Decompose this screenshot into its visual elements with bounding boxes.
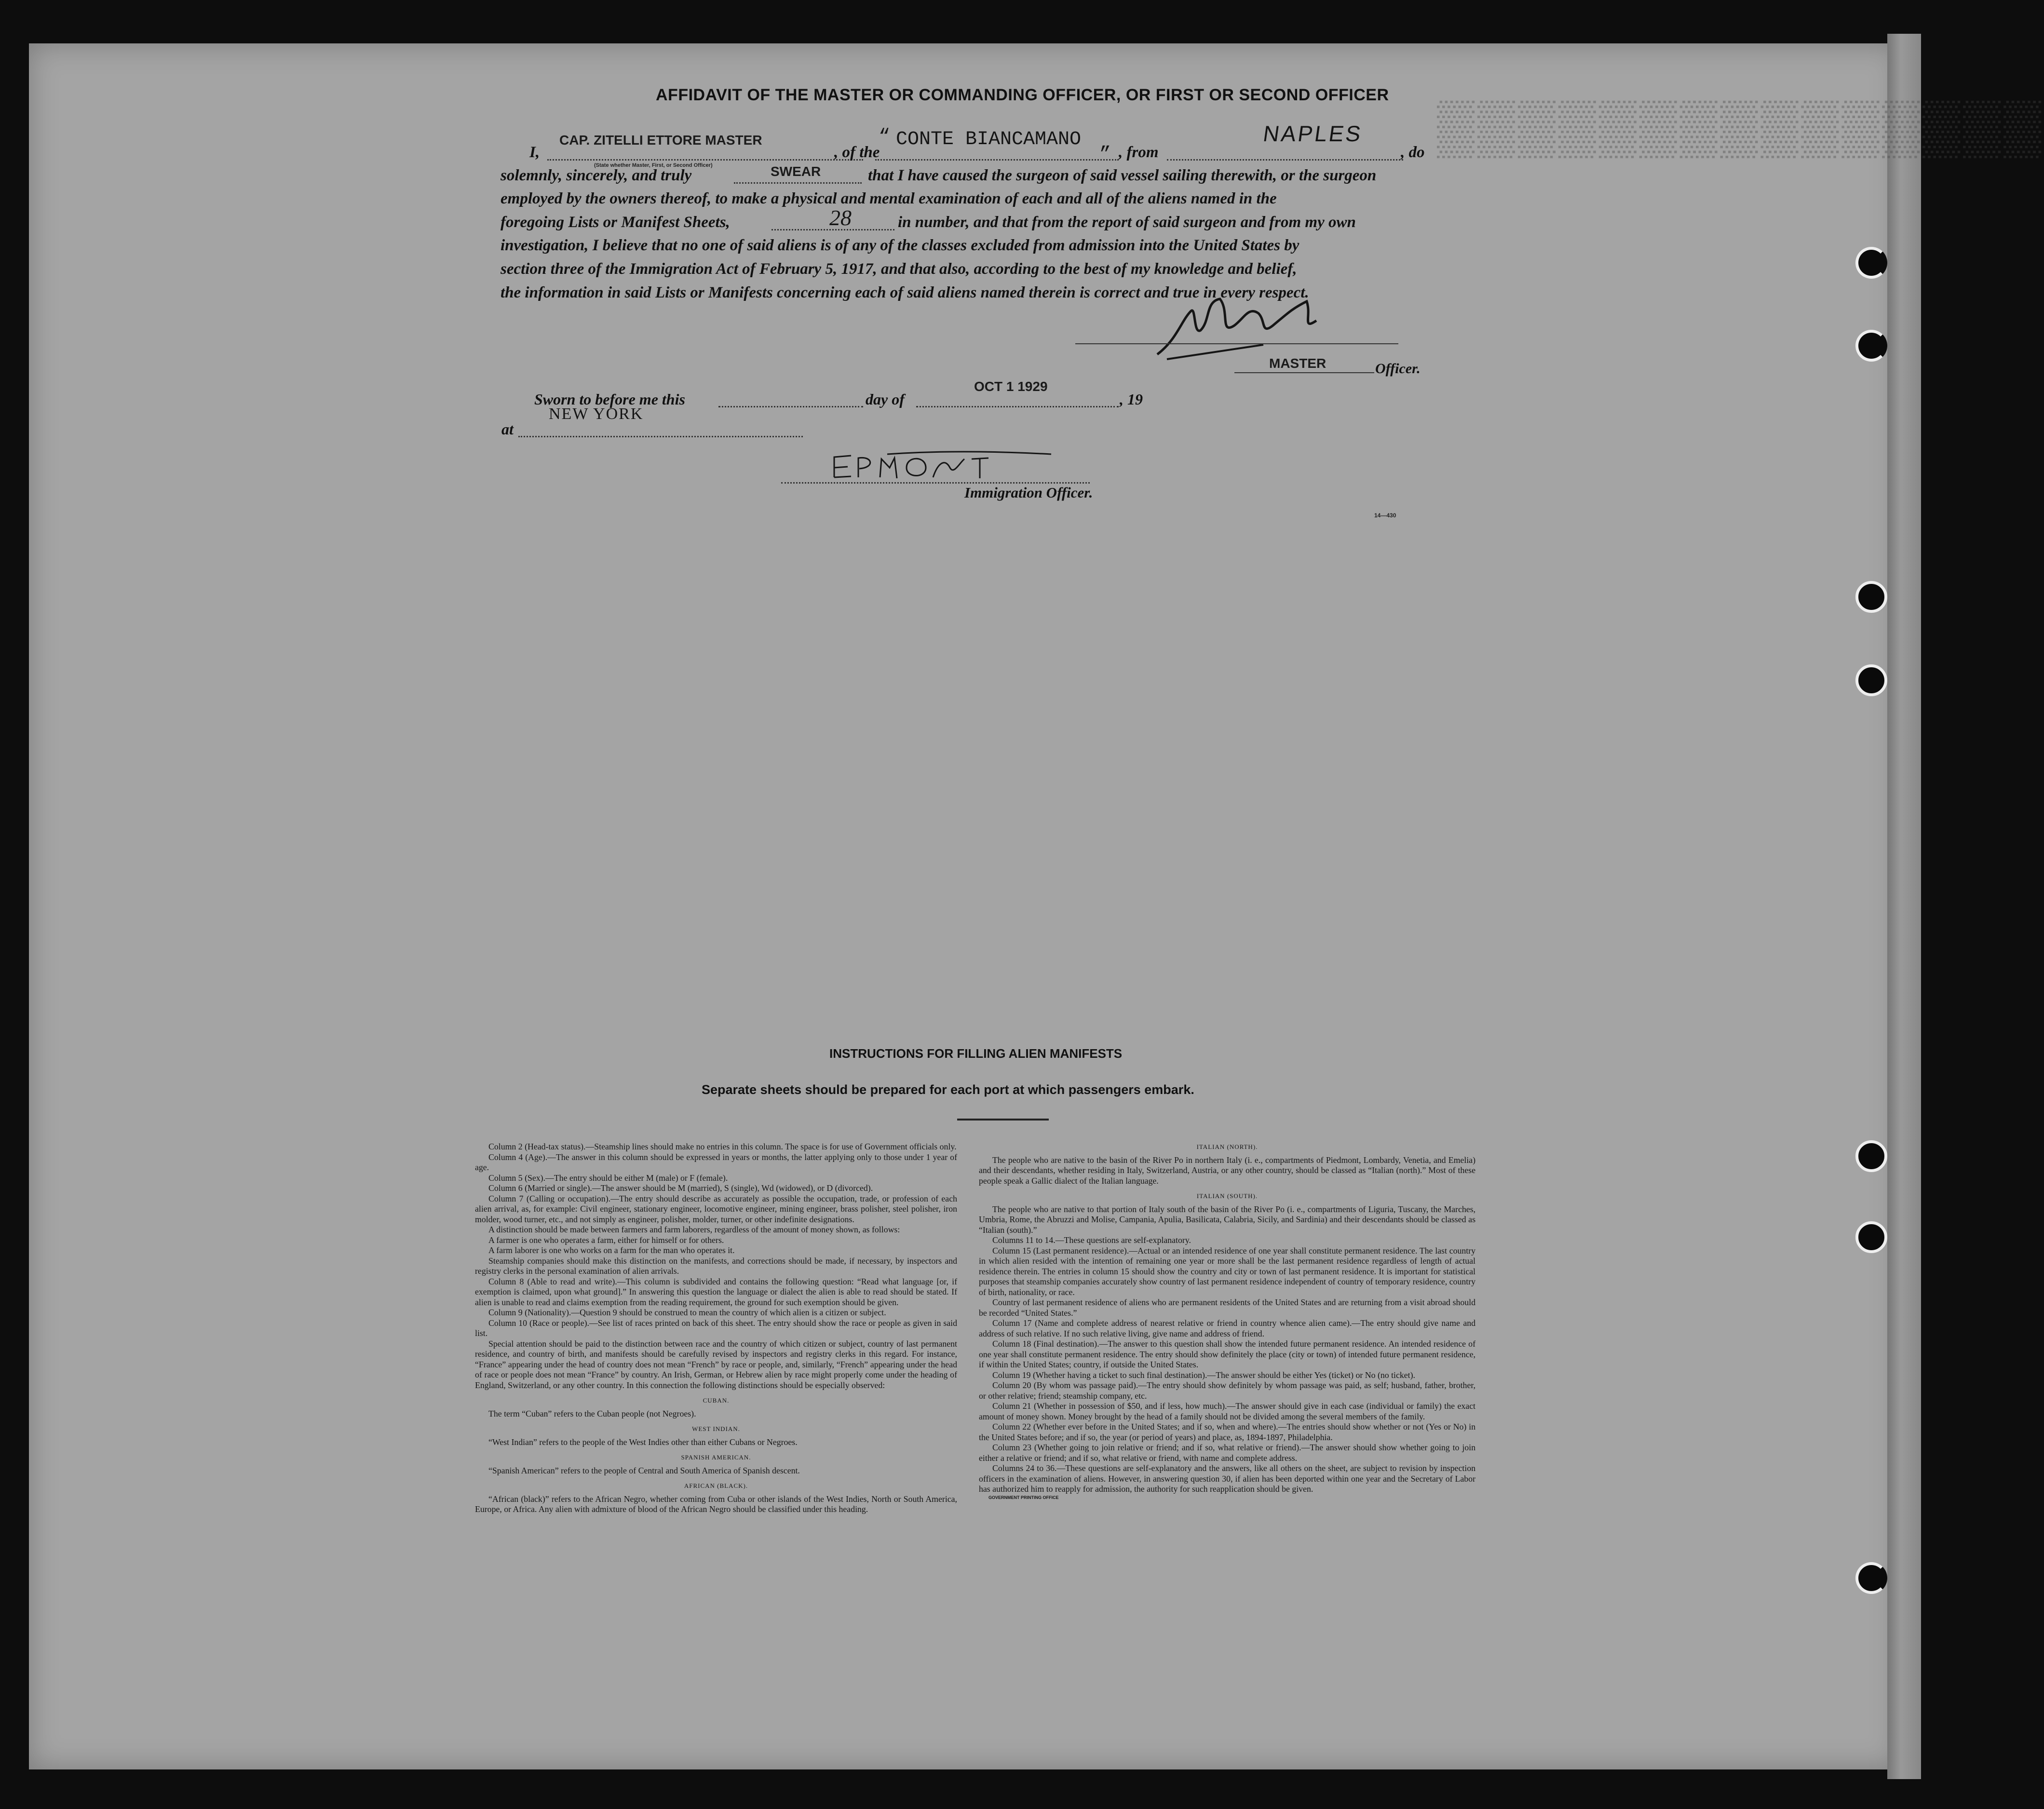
section-heading: ITALIAN (NORTH). xyxy=(1196,1143,1258,1150)
instruction-paragraph: Column 8 (Able to read and write).—This column is subdivided and contains the following question: “Read what language [or, if exemption is claimed, upon what ground].” In answering this question the language or dialect the alien is able to read should be stated. If alien is unable to read and claims exemption from the reading requirement, the ground for such exemption should be given. xyxy=(475,1276,957,1307)
affidavit-text: , do xyxy=(1401,144,1425,161)
page-edge xyxy=(1887,34,1921,1779)
fill-line xyxy=(547,159,863,161)
immigration-officer-label: Immigration Officer. xyxy=(964,484,1093,501)
instruction-paragraph: Column 23 (Whether going to join relative or friend; and if so, what relative or friend).—The answer should show whether going to join either a relative or friend; and if so, what relative or friend, with name and complete address. xyxy=(979,1443,1475,1463)
instruction-paragraph: Columns 11 to 14.—These questions are self-explanatory. xyxy=(992,1235,1191,1245)
affidavit-text: in number, and that from the report of said surgeon and from my own xyxy=(898,214,1356,231)
affidavit-text: investigation, I believe that no one of said aliens is of any of the classes excluded from admission into the United States by xyxy=(501,237,1299,254)
section-heading: WEST INDIAN. xyxy=(692,1425,740,1432)
binder-hole xyxy=(1855,330,1887,362)
instruction-paragraph: Column 4 (Age).—The answer in this column should be expressed in years or months, the latter applying only to those under 1 year of age. xyxy=(475,1152,957,1172)
signature-line xyxy=(1075,343,1398,344)
binder-hole xyxy=(1855,1140,1887,1172)
affidavit-title: AFFIDAVIT OF THE MASTER OR COMMANDING OFFICER, OR FIRST OR SECOND OFFICER xyxy=(656,86,1389,104)
bleed-through-mark: ▒▒▒▒▒▒▒▒▒▒▒▒▒▒▒ xyxy=(1437,97,2044,156)
sheet-count: 28 xyxy=(829,205,852,230)
vessel-name-close-quote: „ xyxy=(1099,133,1111,154)
date-stamp: OCT 1 1929 xyxy=(974,379,1048,394)
affidavit-text: employed by the owners thereof, to make a physical and mental examination of each and all of the aliens named in the xyxy=(501,190,1277,207)
from-port: NAPLES xyxy=(1261,121,1365,146)
instruction-paragraph: Column 17 (Name and complete address of nearest relative or friend in country whence alien came).—The entry should give name and address of such relative. If no such relative living, give name and address of friend. xyxy=(979,1318,1475,1338)
instruction-paragraph: Column 20 (By whom was passage paid).—The entry should show definitely by whom passage was paid, as self; husband, father, brother, or other relative; friend; steamship company, etc. xyxy=(979,1380,1475,1401)
instruction-paragraph: A distinction should be made between farmers and farm laborers, regardless of the amount of money shown, as follows: xyxy=(488,1225,900,1234)
instruction-paragraph: The people who are native to that portion of Italy south of the basin of the River Po (i. e., compartments of Liguria, Tuscany, the Marches, Umbria, Rome, the Abruzzi and Molise, Campania, Apulia, Basilicata, Calabria, Sicily, and Sardinia) and their descendants should be classed as “Italian (south).” xyxy=(979,1204,1475,1235)
affidavit-text: that I have caused the surgeon of said vessel sailing therewith, or the surgeon xyxy=(868,167,1377,184)
binder-hole xyxy=(1855,1562,1887,1594)
day-label: day of xyxy=(866,391,905,408)
at-label: at xyxy=(501,420,514,438)
sworn-label: Sworn to before me this xyxy=(534,391,685,408)
affidavit-text: the information in said Lists or Manifests concerning each of said aliens named therein is correct and true in every respect. xyxy=(501,284,1309,301)
instruction-paragraph: Column 2 (Head-tax status).—Steamship lines should make no entries in this column. The space is for use of Government officials only. xyxy=(488,1142,957,1151)
instruction-paragraph: Special attention should be paid to the distinction between race and the country of which citizen or subject, country of last permanent residence, and country of birth, and manifests should be carefully revised by inspectors and registry clerks in this regard. For instance, “France” appearing under the head of country does not mean “French” by race or people, and, similarly, “French” appearing under the head of race or people does not mean “France” by country. An Irish, German, or Hebrew alien by race might properly come under the heading of England, Switzerland, or any other country. In this connection the following distinctions should be especially observed: xyxy=(475,1338,957,1390)
form-number: 14—430 xyxy=(1374,512,1396,519)
binder-hole xyxy=(1855,247,1887,279)
instruction-paragraph: Column 10 (Race or people).—See list of races printed on back of this sheet. The entry should show the race or people as given in said list. xyxy=(475,1318,957,1338)
instruction-paragraph: “African (black)” refers to the African Negro, whether coming from Cuba or other islands of the West Indies, North or South America, Europe, or Africa. Any alien with admixture of blood of the African Negro should be classified under this heading. xyxy=(475,1494,957,1514)
instruction-paragraph: Column 9 (Nationality).—Question 9 should be construed to mean the country of which alien is a citizen or subject. xyxy=(488,1308,886,1317)
officer-rank: MASTER xyxy=(1269,356,1327,371)
instruction-paragraph: Country of last permanent residence of aliens who are permanent residents of the United States and are returning from a visit abroad should be recorded “United States.” xyxy=(979,1297,1475,1318)
instruction-paragraph: Steamship companies should make this distinction on the manifests, and corrections should be made, if necessary, by inspectors and registry clerks in the personal examination of alien arrivals. xyxy=(475,1256,957,1276)
master-signature xyxy=(1148,292,1350,364)
binder-hole xyxy=(1855,664,1887,696)
immigration-officer-signature xyxy=(829,448,1061,487)
fill-line xyxy=(734,182,862,184)
instruction-paragraph: The people who are native to the basin of the River Po in northern Italy (i. e., compartments of Piedmont, Lombardy, Venetia, and Emelia) and their descendants, whether residing in Italy, Switzerland, Austria, or any other country, should be classed as “Italian (north).” Most of these people speak a Gallic dialect of the Italian language. xyxy=(979,1155,1475,1186)
printer-imprint: GOVERNMENT PRINTING OFFICE xyxy=(988,1495,1059,1500)
instruction-paragraph: A farmer is one who operates a farm, either for himself or for others. xyxy=(488,1235,724,1245)
instruction-paragraph: A farm laborer is one who works on a farm for the man who operates it. xyxy=(488,1245,735,1255)
year-label: , 19 xyxy=(1120,391,1143,408)
instruction-paragraph: Column 6 (Married or single).—The answer should be M (married), S (single), Wd (widowed), or D (divorced). xyxy=(488,1183,873,1193)
instructions-title: INSTRUCTIONS FOR FILLING ALIEN MANIFESTS xyxy=(829,1046,1123,1061)
section-heading: CUBAN. xyxy=(703,1397,730,1404)
binder-hole xyxy=(1855,1221,1887,1253)
section-heading: AFRICAN (BLACK). xyxy=(684,1482,748,1489)
instructions-right-column xyxy=(979,1142,1475,1500)
instruction-paragraph: Column 19 (Whether having a ticket to such final destination).—The answer should be either Yes (ticket) or No (no ticket). xyxy=(992,1370,1415,1380)
instruction-paragraph: The term “Cuban” refers to the Cuban people (not Negroes). xyxy=(488,1408,696,1418)
vessel-name: CONTE BIANCAMANO xyxy=(896,129,1082,150)
instruction-paragraph: Columns 24 to 36.—These questions are self-explanatory and the answers, like all others on the sheet, are subject to revision by inspection officers in the examination of aliens. However, in answering question 30, if alien has been deported within one year and the Secretary of Labor has authorized him to reapply for admission, the authority for such reapplication should be given. xyxy=(979,1463,1475,1494)
location: NEW YORK xyxy=(549,405,644,423)
instruction-paragraph: Column 21 (Whether in possession of $50, and if less, how much).—The answer should give in each case (individual or family) the exact amount of money shown. Money brought by the head of a family should not be divided among the several members of the family. xyxy=(979,1401,1475,1421)
fill-line xyxy=(1167,159,1403,161)
master-name: CAP. ZITELLI ETTORE MASTER xyxy=(559,133,762,148)
instruction-paragraph: “West Indian” refers to the people of the West Indies other than either Cubans or Negroes. xyxy=(488,1437,798,1447)
manifest-sheet xyxy=(29,43,1900,1769)
fill-line xyxy=(875,159,1119,161)
fill-line xyxy=(916,406,1119,407)
instruction-paragraph: “Spanish American” refers to the people of Central and South America of Spanish descent. xyxy=(488,1465,800,1475)
section-heading: ITALIAN (SOUTH). xyxy=(1196,1192,1258,1200)
instruction-paragraph: Column 7 (Calling or occupation).—The entry should describe as accurately as possible the occupation, trade, or profession of each alien arrival, as, for example: Civil engineer, stationary engineer, locomotive engineer, mining engineer, brass polisher, steel polisher, iron molder, wood turner, etc., and not simply as engineer, polisher, molder, turner, or other indefinite designations. xyxy=(475,1193,957,1224)
officer-label: Officer. xyxy=(1375,361,1421,377)
section-heading: SPANISH AMERICAN. xyxy=(681,1454,751,1461)
affidavit-text: I, xyxy=(529,144,540,161)
affidavit-text: , from xyxy=(1119,144,1159,161)
instructions-left-column xyxy=(475,1142,957,1515)
affidavit-text: solemnly, sincerely, and truly xyxy=(501,167,692,184)
affidavit-text: foregoing Lists or Manifest Sheets, xyxy=(501,214,730,231)
divider xyxy=(957,1119,1049,1120)
fill-line xyxy=(718,406,863,407)
fill-line xyxy=(518,436,803,437)
affidavit-text: section three of the Immigration Act of February 5, 1917, and that also, according to the best of my knowledge and belief, xyxy=(501,260,1297,278)
instruction-paragraph: Column 22 (Whether ever before in the United States; and if so, when and where).—The entries should show whether or not (Yes or No) in the United States before; and if so, the year (or period of years) and place, as, 1894-1897, Philadelphia. xyxy=(979,1422,1475,1442)
instruction-paragraph: Column 5 (Sex).—The entry should be either M (male) or F (female). xyxy=(488,1173,728,1183)
instruction-paragraph: Column 15 (Last permanent residence).—Actual or an intended residence of one year shall constitute permanent residence. The last country in which alien resided with the intention of remaining one year or more shall be the last permanent residence regardless of length of actual residence therein. The entries in column 15 should show the country and city or town of last permanent residence. It is important for statistical purposes that steamship companies accurately show country of last permanent residence independent of country of temporary residence, country of birth, nationality, or race. xyxy=(979,1245,1475,1297)
affidavit-text: , of the xyxy=(834,144,880,161)
rank-line xyxy=(1234,372,1374,373)
instruction-paragraph: Column 18 (Final destination).—The answer to this question shall show the intended future permanent residence. An intended residence of one year shall constitute permanent residence. The entry should show definitely the place (city or town) of intended future permanent residence, if within the United States; country, if outside the United States. xyxy=(979,1339,1475,1369)
binder-hole xyxy=(1855,581,1887,613)
oath-word: SWEAR xyxy=(771,164,821,179)
state-note: (State whether Master, First, or Second Officer) xyxy=(594,162,713,168)
instructions-subtitle: Separate sheets should be prepared for each port at which passengers embark. xyxy=(702,1082,1194,1097)
vessel-name-open-quote: “ xyxy=(879,126,891,148)
immigration-officer-line xyxy=(781,482,1090,484)
